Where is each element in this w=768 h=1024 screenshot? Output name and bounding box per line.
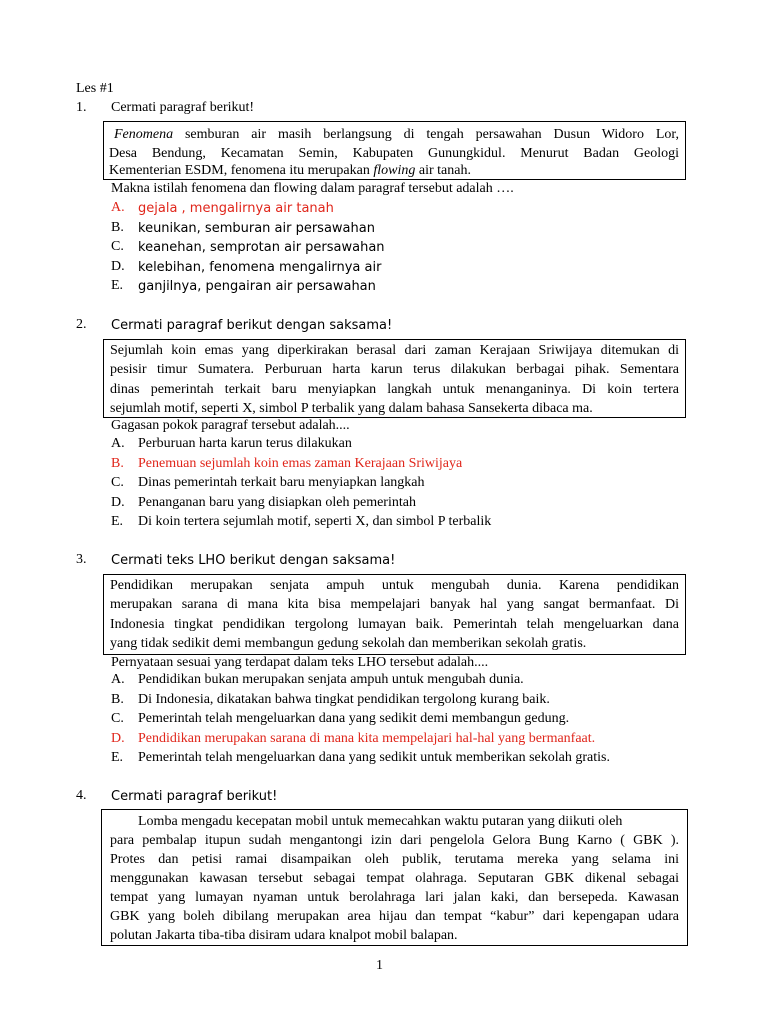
option-letter: C. [111, 711, 124, 726]
passage-line: para pembalap itupun sudah mengantongi izin dari pengelola Gelora Bung Karno ( GBK ). [110, 833, 679, 848]
passage-line [109, 145, 679, 162]
option-text: keanehan, semprotan air persawahan [138, 240, 385, 255]
question-number: 4. [76, 788, 87, 803]
passage-line: Pendidikan merupakan senjata ampuh untuk mengubah dunia. Karena pendidikan [110, 578, 679, 593]
option-letter: A. [111, 436, 125, 451]
passage-line: tempat yang lumayan nyaman untuk berolahraga lari jalan kaki, dan bersepeda. Kawasan [110, 890, 679, 905]
option-text: kelebihan, fenomena mengalirnya air [138, 260, 382, 275]
option-letter: E. [111, 750, 124, 765]
question-instruction: Cermati paragraf berikut dengan saksama! [111, 318, 393, 333]
passage-line: polutan Jakarta tiba-tiba disiram udara knalpot mobil balapan. [110, 928, 458, 943]
option-letter: D. [111, 259, 125, 274]
option-text: Dinas pemerintah terkait baru menyiapkan langkah [138, 475, 425, 490]
option-letter: B. [111, 692, 124, 707]
passage-line: yang tidak sedikit demi membangun gedung sekolah dan memberikan sekolah gratis. [110, 636, 587, 651]
passage-line [109, 162, 685, 179]
passage-line [114, 126, 679, 143]
option-text: ganjilnya, pengairan air persawahan [138, 279, 376, 294]
question-instruction: Cermati paragraf berikut! [111, 789, 278, 804]
passage-line: sejumlah motif, seperti X, simbol P terbalik yang dalam bahasa Sansekerta dibaca ma. [110, 401, 593, 416]
question-prompt: Gagasan pokok paragraf tersebut adalah.... [111, 418, 350, 433]
passage-line: menggunakan kawasan tersebut sebagai tempat olahraga. Seputaran GBK dikenal sebagai [110, 871, 679, 886]
passage-text: Desa Bendung, Kecamatan Semin, Kabupaten Gunungkidul. Menurut Badan Geologi [109, 146, 679, 161]
option-text: Pemerintah telah mengeluarkan dana yang sedikit demi membangun gedung. [138, 711, 570, 726]
option-letter: B. [111, 220, 124, 235]
option-letter: E. [111, 514, 124, 529]
option-letter: C. [111, 475, 124, 490]
passage-text: air tanah. [415, 163, 471, 178]
passage-line: pesisir timur Sumatera. Perburuan harta karun terus dilakukan berbagai pihak. Sementara [110, 362, 679, 377]
italic-term: flowing [373, 163, 416, 178]
question-number: 1. [76, 100, 87, 115]
lesson-title: Les #1 [76, 81, 114, 96]
option-text: keunikan, semburan air persawahan [138, 221, 375, 236]
question-number: 3. [76, 552, 87, 567]
option-text: Penemuan sejumlah koin emas zaman Kerajaan Sriwijaya [138, 456, 463, 471]
question-number: 2. [76, 317, 87, 332]
passage-line: merupakan sarana di mana kita bisa mempelajari banyak hal yang sangat bermanfaat. Di [110, 597, 679, 612]
option-text: Di koin tertera sejumlah motif, seperti X, dan simbol P terbalik [138, 514, 492, 529]
option-letter: A. [111, 672, 125, 687]
option-text: Penanganan baru yang disiapkan oleh pemerintah [138, 495, 416, 510]
option-letter: D. [111, 495, 125, 510]
option-text: Pendidikan merupakan sarana di mana kita mempelajari hal-hal yang bermanfaat. [138, 731, 596, 746]
option-text: Pendidikan bukan merupakan senjata ampuh untuk mengubah dunia. [138, 672, 524, 687]
passage-line: GBK yang boleh dibilang merupakan area hijau dan tempat “kabur” dari kepengapan udara [110, 909, 679, 924]
passage-line: Lomba mengadu kecepatan mobil untuk memecahkan waktu putaran yang diikuti oleh [110, 814, 623, 829]
question-instruction: Cermati teks LHO berikut dengan saksama! [111, 553, 396, 568]
option-text: Di Indonesia, dikatakan bahwa tingkat pendidikan tergolong kurang baik. [138, 692, 550, 707]
question-prompt: Pernyataan sesuai yang terdapat dalam teks LHO tersebut adalah.... [111, 655, 489, 670]
option-text: gejala , mengalirnya air tanah [138, 201, 334, 216]
option-letter: A. [111, 200, 125, 215]
option-letter: B. [111, 456, 124, 471]
question-instruction: Cermati paragraf berikut! [111, 100, 255, 115]
passage-box [103, 121, 686, 180]
option-letter: D. [111, 731, 125, 746]
italic-term: Fenomena [114, 127, 174, 142]
option-letter: C. [111, 239, 124, 254]
question-prompt: Makna istilah fenomena dan flowing dalam paragraf tersebut adalah …. [111, 181, 514, 196]
passage-box [103, 574, 686, 655]
passage-box [103, 339, 686, 418]
page-number: 1 [376, 958, 383, 973]
passage-line: Protes dan petisi ramai disampaikan oleh publik, terutama mereka yang selama ini [110, 852, 679, 867]
option-letter: E. [111, 278, 124, 293]
passage-line: dinas pemerintah terkait baru menyiapkan langkah untuk menanganinya. Di koin tertera [110, 382, 679, 397]
option-text: Perburuan harta karun terus dilakukan [138, 436, 352, 451]
option-text: Pemerintah telah mengeluarkan dana yang sedikit untuk memberikan sekolah gratis. [138, 750, 610, 765]
passage-line: Indonesia tingkat pendidikan tergolong lumayan baik. Pemerintah telah mengeluarkan dana [110, 617, 679, 632]
passage-box [101, 809, 688, 946]
passage-line: Sejumlah koin emas yang diperkirakan berasal dari zaman Kerajaan Sriwijaya ditemukan di [110, 343, 679, 358]
passage-text: Kementerian ESDM, fenomena itu merupakan [109, 163, 374, 178]
passage-text: semburan air masih berlangsung di tengah persawahan Dusun Widoro Lor, [173, 127, 679, 142]
